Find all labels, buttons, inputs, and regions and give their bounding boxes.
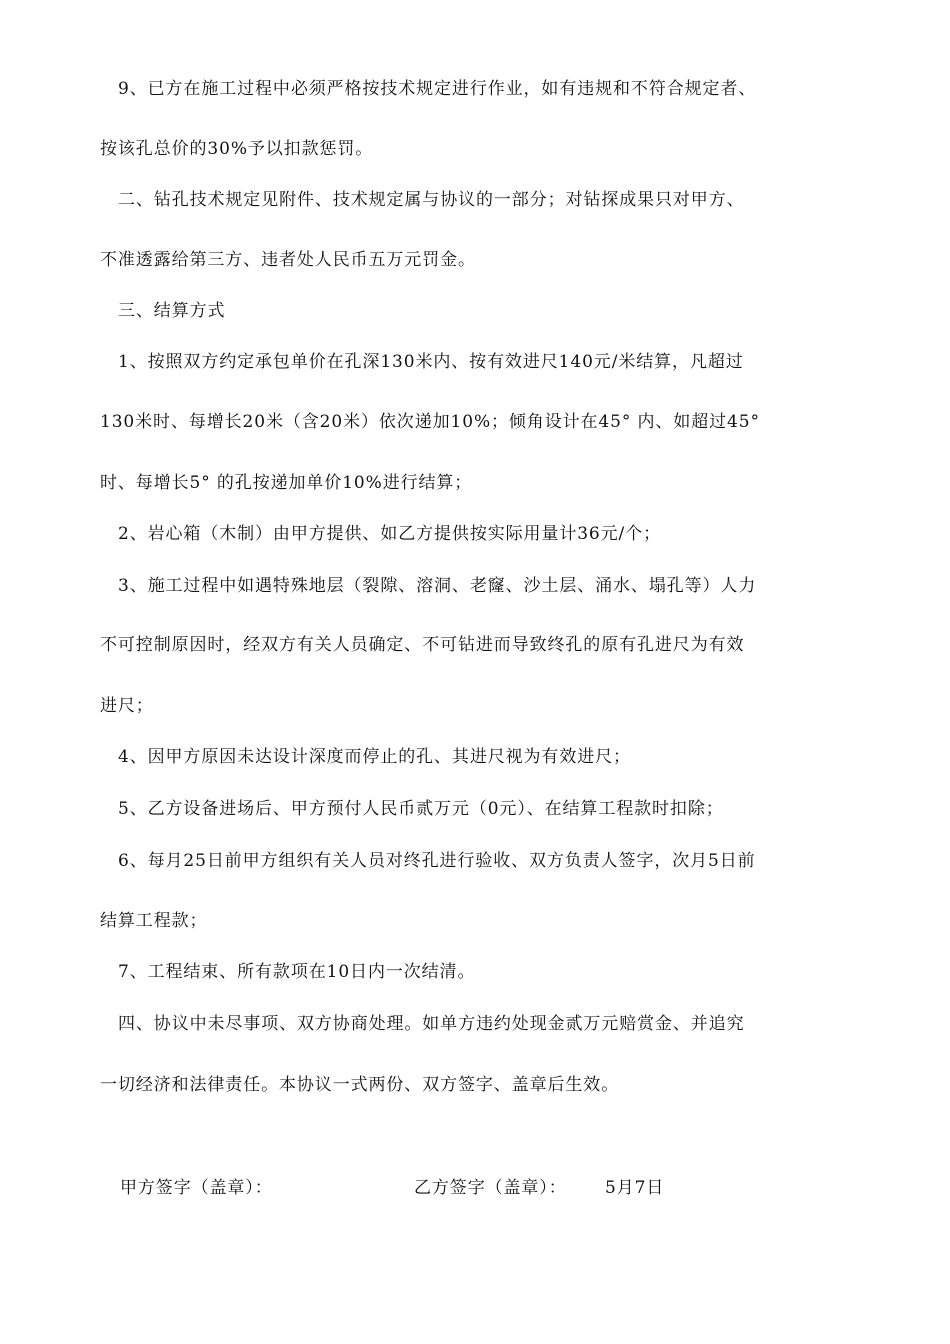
item-5-line: 5、乙方设备进场后、甲方预付人民币贰万元（0元）、在结算工程款时扣除； bbox=[118, 799, 724, 819]
item-3-line-3: 进尺； bbox=[100, 696, 154, 716]
item-2-line: 2、岩心箱（木制）由甲方提供、如乙方提供按实际用量计36元/个； bbox=[118, 524, 661, 544]
section-4-line-1: 四、协议中未尽事项、双方协商处理。如单方违约处现金贰万元赔赏金、并追究 bbox=[118, 1014, 745, 1034]
signature-date: 5月7日 bbox=[605, 1178, 665, 1198]
section-3-heading: 三、结算方式 bbox=[118, 301, 226, 321]
item-6-line-1: 6、每月25日前甲方组织有关人员对终孔进行验收、双方负责人签字，次月5日前 bbox=[118, 851, 756, 871]
party-b-signature-label: 乙方签字（盖章）： bbox=[414, 1178, 567, 1198]
section-2-line-1: 二、钻孔技术规定见附件、技术规定属与协议的一部分；对钻探成果只对甲方、 bbox=[118, 190, 745, 210]
item-3-line-2: 不可控制原因时，经双方有关人员确定、不可钻进而导致终孔的原有孔进尺为有效 bbox=[100, 635, 745, 655]
clause-9-line-1: 9、已方在施工过程中必须严格按技术规定进行作业，如有违规和不符合规定者、 bbox=[118, 79, 757, 99]
item-6-line-2: 结算工程款； bbox=[100, 911, 208, 931]
item-7-line: 7、工程结束、所有款项在10日内一次结清。 bbox=[118, 962, 476, 982]
section-4-line-2: 一切经济和法律责任。本协议一式两份、双方签字、盖章后生效。 bbox=[100, 1075, 620, 1095]
item-1-line-3: 时、每增长5° 的孔按递加单价10%进行结算； bbox=[100, 473, 473, 493]
item-1-line-2: 130米时、每增长20米（含20米）依次递加10%；倾角设计在45° 内、如超过45° bbox=[100, 412, 760, 432]
item-1-line-1: 1、按照双方约定承包单价在孔深130米内、按有效进尺140元/米结算，凡超过 bbox=[118, 352, 744, 372]
section-2-line-2: 不准透露给第三方、违者处人民币五万元罚金。 bbox=[100, 250, 476, 270]
item-4-line: 4、因甲方原因未达设计深度而停止的孔、其进尺视为有效进尺； bbox=[118, 747, 631, 767]
party-a-signature-label: 甲方签字（盖章）： bbox=[120, 1178, 273, 1198]
clause-9-line-2: 按该孔总价的30%予以扣款惩罚。 bbox=[100, 139, 374, 159]
item-3-line-1: 3、施工过程中如遇特殊地层（裂隙、溶洞、老窿、沙土层、涌水、塌孔等）人力 bbox=[118, 576, 757, 596]
